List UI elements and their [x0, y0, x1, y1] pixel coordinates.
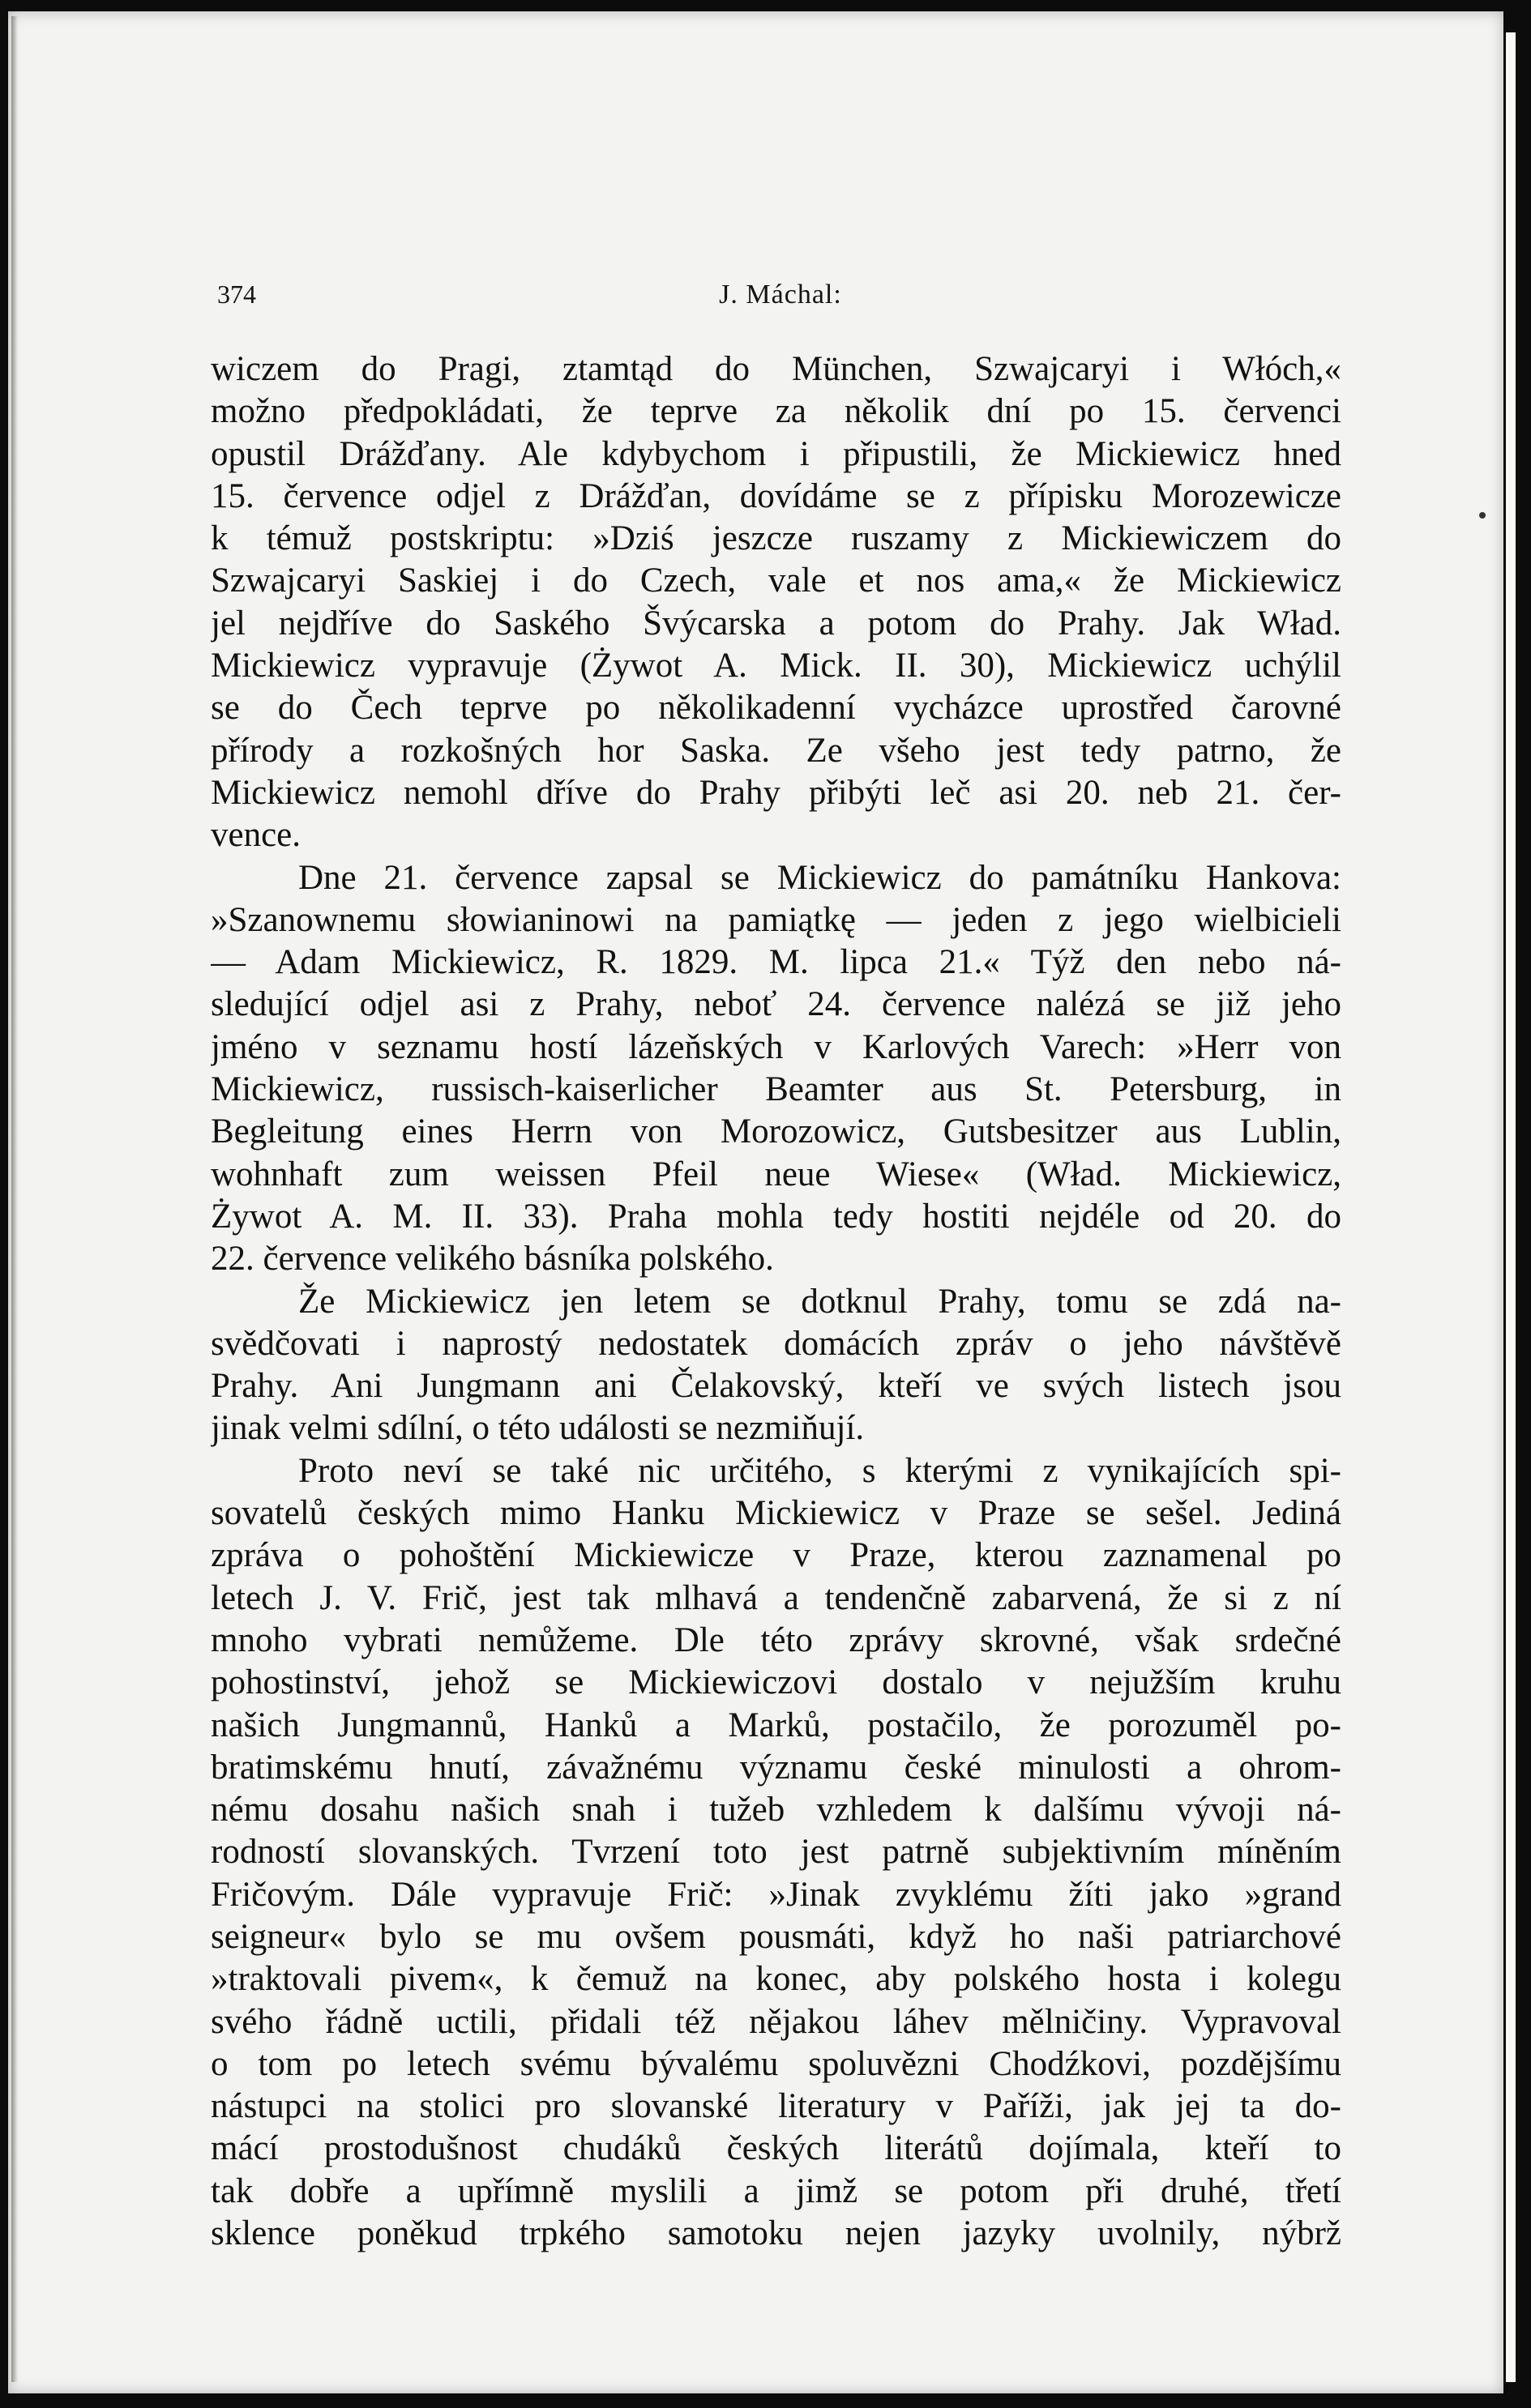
text-line: — Adam Mickiewicz, R. 1829. M. lipca 21.« Týž den nebo ná- [211, 943, 1341, 982]
text-line: sovatelů českých mimo Hanku Mickiewicz v Praze se sešel. Jediná [211, 1494, 1341, 1533]
text-line: Mickiewicz, russisch-kaiserlicher Beamter aus St. Petersburg, in [211, 1070, 1341, 1109]
text-line: mácí prostodušnost chudáků českých literátů dojímala, kteří to [211, 2129, 1341, 2168]
text-line: Begleitung eines Herrn von Morozowicz, Gutsbesitzer aus Lublin, [211, 1112, 1341, 1151]
text-line: Fričovým. Dále vypravuje Frič: »Jinak zvyklému žíti jako »grand [211, 1875, 1341, 1914]
text-line: jel nejdříve do Saského Švýcarska a potom do Prahy. Jak Wład. [211, 604, 1341, 643]
text-line: pohostinství, jehož se Mickiewiczovi dostalo v nejužším kruhu [211, 1663, 1341, 1702]
text-line: Proto neví se také nic určitého, s kterými z vynikajících spi- [298, 1451, 1341, 1490]
text-line: našich Jungmannů, Hanků a Marků, postačilo, že porozuměl po- [211, 1706, 1341, 1744]
text-line: k témuž postskriptu: »Dziś jeszcze ruszamy z Mickiewiczem do [211, 519, 1341, 558]
text-line: 15. července odjel z Drážďan, dovídáme se z přípisku Morozewicze [211, 476, 1341, 515]
page-number: 374 [217, 280, 256, 309]
text-line: seigneur« bylo se mu ovšem pousmáti, když ho naši patriarchové [211, 1917, 1341, 1956]
text-line: Mickiewicz vypravuje (Żywot A. Mick. II. 30), Mickiewicz uchýlil [211, 647, 1341, 685]
text-line: možno předpokládati, že teprve za několik dní po 15. červenci [211, 392, 1341, 431]
text-line: svého řádně uctili, přidali též nějakou láhev mělničiny. Vypravoval [211, 2002, 1341, 2041]
text-line: Že Mickiewicz jen letem se dotknul Prahy, tomu se zdá na- [298, 1282, 1341, 1321]
text-line: Żywot A. M. II. 33). Praha mohla tedy hostiti nejdéle od 20. do [211, 1197, 1341, 1236]
text-line: jméno v seznamu hostí lázeňských v Karlových Varech: »Herr von [211, 1027, 1341, 1066]
body-text [211, 348, 1341, 2255]
page-header [217, 280, 1344, 320]
text-line: wiczem do Pragi, ztamtąd do München, Szwajcaryi i Włóch,« [211, 350, 1341, 388]
text-line: Dne 21. července zapsal se Mickiewicz do památníku Hankova: [298, 858, 1341, 897]
text-line: sledující odjel asi z Prahy, neboť 24. července nalézá se již jeho [211, 985, 1341, 1024]
text-line: rodností slovanských. Tvrzení toto jest patrně subjektivním míněním [211, 1833, 1341, 1872]
text-line: mnoho vybrati nemůžeme. Dle této zprávy skrovné, však srdečné [211, 1620, 1341, 1659]
text-line: nému dosahu našich snah i tužeb vzhledem k dalšímu vývoji ná- [211, 1791, 1341, 1829]
text-line: zpráva o pohoštění Mickiewicze v Praze, kterou zaznamenal po [211, 1536, 1341, 1575]
text-line: Prahy. Ani Jungmann ani Čelakovský, kteří ve svých listech jsou [211, 1367, 1341, 1406]
text-line: wohnhaft zum weissen Pfeil neue Wiese« (Wład. Mickiewicz, [211, 1155, 1341, 1193]
text-line: opustil Drážďany. Ale kdybychom i připustili, že Mickiewicz hned [211, 434, 1341, 473]
text-line: sklence poněkud trpkého samotoku nejen jazyky uvolnily, nýbrž [211, 2214, 1341, 2253]
text-line: »traktovali pivem«, k čemuž na konec, aby polského hosta i kolegu [211, 1960, 1341, 1999]
text-line: nástupci na stolici pro slovanské literatury v Paříži, jak jej ta do- [211, 2087, 1341, 2126]
text-line: 22. července velikého básníka polského. [211, 1240, 774, 1279]
text-line: bratimskému hnutí, závažnému významu české minulosti a ohrom- [211, 1748, 1341, 1787]
text-line: tak dobře a upřímně myslili a jimž se potom při druhé, třetí [211, 2171, 1341, 2210]
text-line: přírody a rozkošných hor Saska. Ze všeho jest tedy patrno, že [211, 731, 1341, 770]
text-line: letech J. V. Frič, jest tak mlhavá a tendenčně zabarvená, že si z ní [211, 1578, 1341, 1617]
text-line: Szwajcaryi Saskiej i do Czech, vale et nos ama,« že Mickiewicz [211, 561, 1341, 600]
text-line: se do Čech teprve po několikadenní vycházce uprostřed čarovné [211, 689, 1341, 728]
text-line: jinak velmi sdílní, o této události se nezmiňují. [211, 1409, 865, 1448]
binding-shadow [11, 16, 18, 2382]
text-line: »Szanownemu słowianinowi na pamiątkę — jeden z jego wielbicieli [211, 900, 1341, 939]
text-line: vence. [211, 816, 301, 855]
page-edge [1506, 32, 1516, 2382]
text-line: svědčovati i naprostý nedostatek domácích zpráv o jeho návštěvě [211, 1324, 1341, 1363]
running-head: J. Máchal: [719, 280, 842, 310]
text-line: o tom po letech svému bývalému spoluvězni Chodźkovi, pozdějšímu [211, 2044, 1341, 2083]
margin-speck [1479, 512, 1486, 519]
text-line: Mickiewicz nemohl dříve do Prahy přibýti leč asi 20. neb 21. čer- [211, 773, 1341, 812]
